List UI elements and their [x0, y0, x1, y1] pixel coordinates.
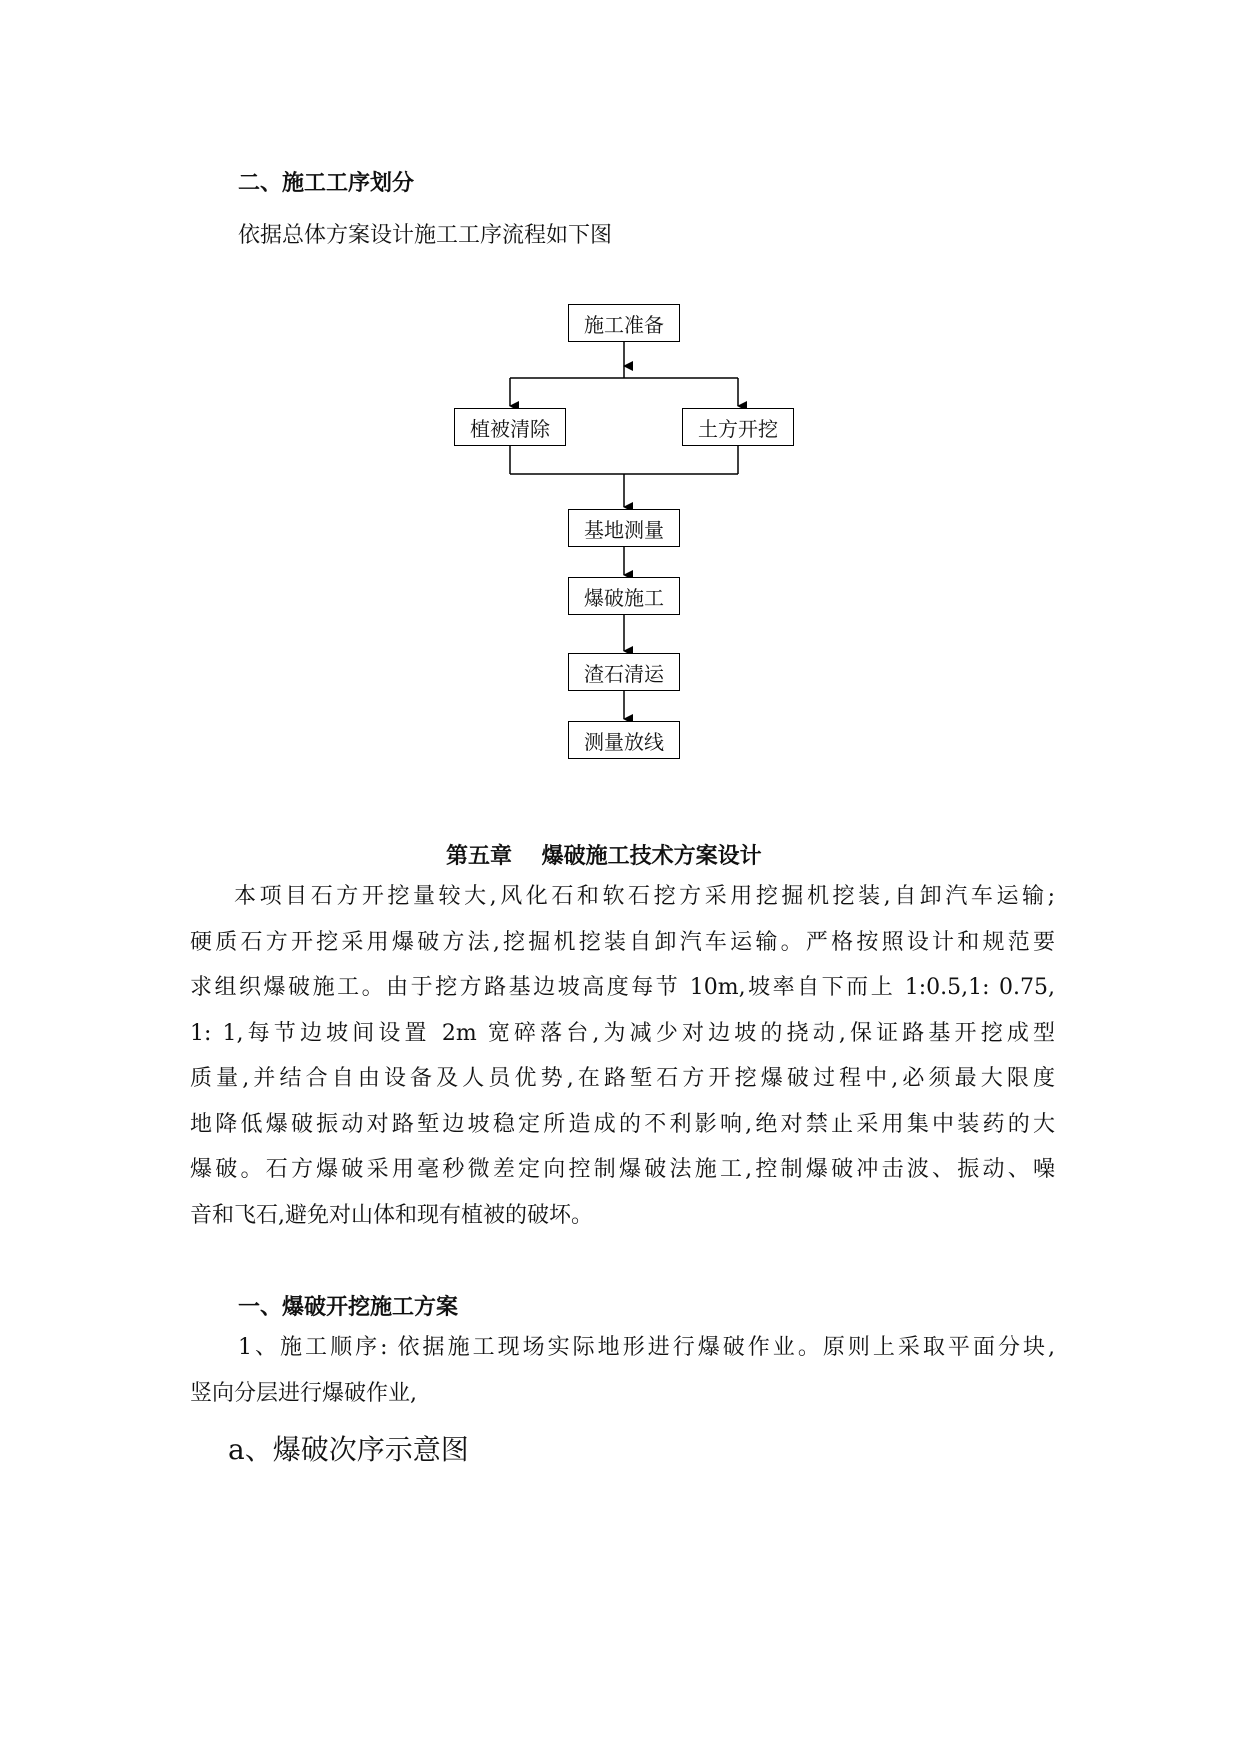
- flow-node-clear-vegetation: 植被清除: [454, 408, 566, 446]
- flow-node-earth-excavation: 土方开挖: [682, 408, 794, 446]
- chapter-title: 第五章 爆破施工技术方案设计: [446, 843, 762, 869]
- paragraph-line: 本项目石方开挖量较大,风化石和软石挖方采用挖掘机挖装,自卸汽车运输;: [234, 884, 1055, 909]
- paragraph-line: 地降低爆破振动对路堑边坡稳定所造成的不利影响,绝对禁止采用集中装药的大: [190, 1111, 1055, 1137]
- section-intro: 依据总体方案设计施工工序流程如下图: [238, 223, 613, 248]
- construction-order-paragraph: [190, 1325, 1055, 1416]
- flow-node-stakeout: 测量放线: [568, 721, 680, 759]
- chapter-paragraph: [190, 874, 1055, 1238]
- figure-caption: a、爆破次序示意图: [228, 1433, 469, 1466]
- flow-node-survey: 基地测量: [568, 509, 680, 547]
- subsection-heading: 一、爆破开挖施工方案: [238, 1294, 459, 1320]
- flow-node-prep: 施工准备: [568, 304, 680, 342]
- paragraph-line: 1、施工顺序: 依据施工现场实际地形进行爆破作业。原则上采取平面分块,: [238, 1335, 1055, 1360]
- flow-node-blasting: 爆破施工: [568, 577, 680, 615]
- flow-node-debris-removal: 渣石清运: [568, 653, 680, 691]
- paragraph-line: 竖向分层进行爆破作业,: [190, 1380, 417, 1406]
- paragraph-line: 1: 1,每节边坡间设置 2m 宽碎落台,为减少对边坡的挠动,保证路基开挖成型: [190, 1020, 1055, 1046]
- paragraph-line: 音和飞石,避免对山体和现有植被的破坏。: [190, 1202, 593, 1228]
- section-heading: 二、施工工序划分: [238, 170, 415, 196]
- paragraph-line: 硬质石方开挖采用爆破方法,挖掘机挖装自卸汽车运输。严格按照设计和规范要: [190, 929, 1055, 955]
- paragraph-line: 求组织爆破施工。由于挖方路基边坡高度每节 10m,坡率自下而上 1:0.5,1: 0.75,: [190, 975, 1055, 1000]
- paragraph-line: 质量,并结合自由设备及人员优势,在路堑石方开挖爆破过程中,必须最大限度: [190, 1066, 1055, 1091]
- paragraph-line: 爆破。石方爆破采用毫秒微差定向控制爆破法施工,控制爆破冲击波、振动、噪: [190, 1157, 1055, 1182]
